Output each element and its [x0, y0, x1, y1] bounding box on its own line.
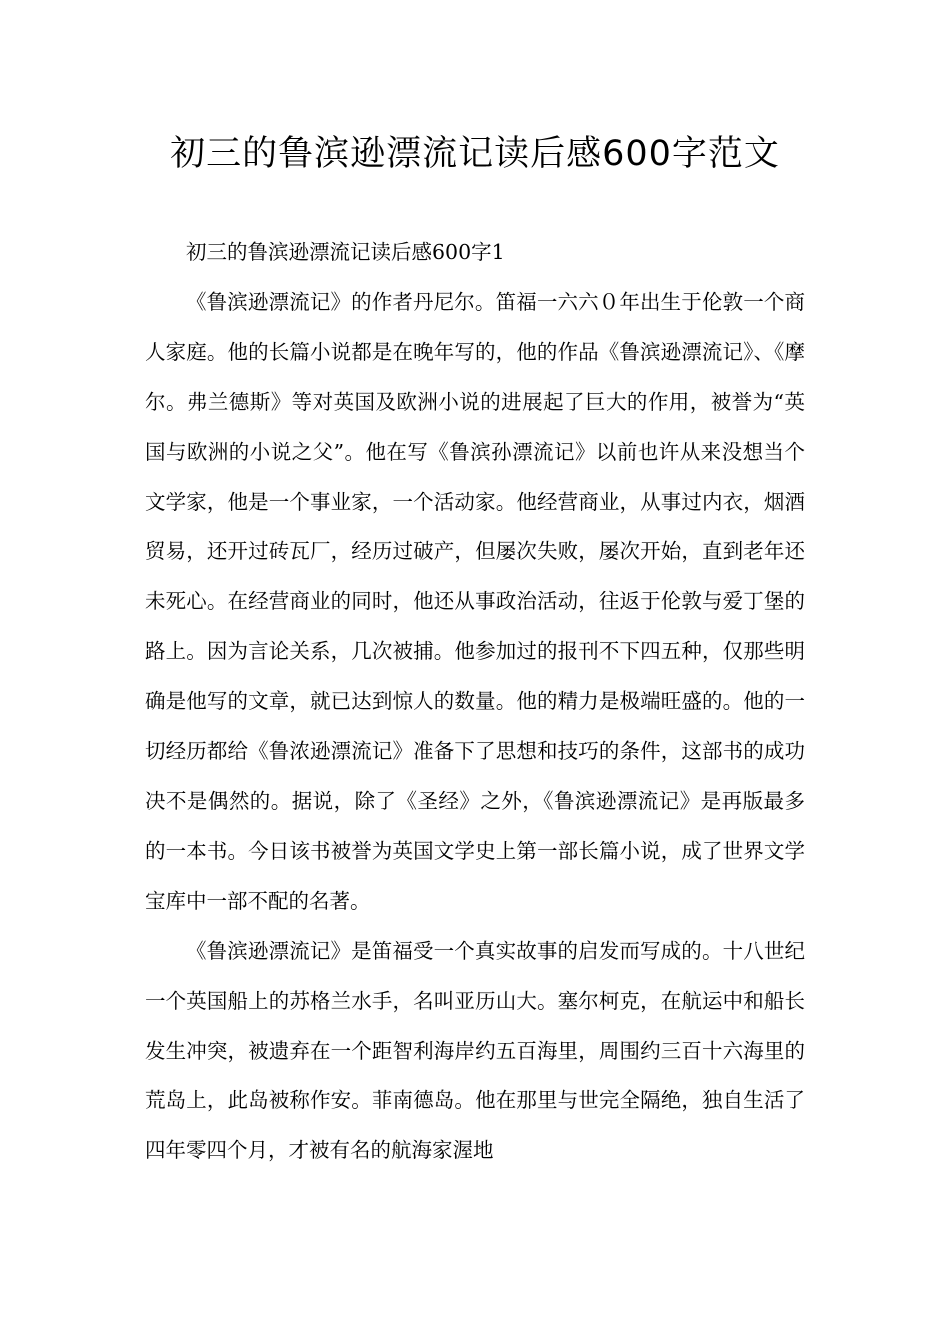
document-body — [145, 228, 805, 1176]
document-title: 初三的鲁滨逊漂流记读后感600字范文 — [170, 134, 780, 174]
paragraph-1: 《鲁滨逊漂流记》的作者丹尼尔。笛福一六六０年出生于伦敦一个商人家庭。他的长篇小说都是在晚年写的，他的作品《鲁滨逊漂流记》、《摩尔。弗兰德斯》等对英国及欧洲小说的进展起了巨大的作用，被誉为“英国与欧洲的小说之父”。他在写《鲁滨孙漂流记》以前也许从来没想当个文学家，他是一个事业家，一个活动家。他经营商业，从事过内衣，烟酒贸易，还开过砖瓦厂，经历过破产，但屡次失败，屡次开始，直到老年还未死心。在经营商业的同时，他还从事政治活动，往返于伦敦与爱丁堡的路上。因为言论关系，几次被捕。他参加过的报刊不下四五种，仅那些明确是他写的文章，就已达到惊人的数量。他的精力是极端旺盛的。他的一切经历都给《鲁浓逊漂流记》准备下了思想和技巧的条件，这部书的成功决不是偶然的。据说，除了《圣经》之外，《鲁滨逊漂流记》是再版最多的一本书。今日该书被誉为英国文学史上第一部长篇小说，成了世界文学宝库中一部不配的名著。 — [145, 289, 805, 913]
paragraph-2: 《鲁滨逊漂流记》是笛福受一个真实故事的启发而写成的。十八世纪一个英国船上的苏格兰水手，名叫亚历山大。塞尔柯克，在航运中和船长发生冲突，被遗弃在一个距智利海岸约五百海里，周围约三百十六海里的荒岛上，此岛被称作安。菲南德岛。他在那里与世完全隔绝，独自生活了四年零四个月，才被有名的航海家渥地 — [145, 938, 805, 1163]
section-heading: 初三的鲁滨逊漂流记读后感600字1 — [186, 240, 505, 264]
